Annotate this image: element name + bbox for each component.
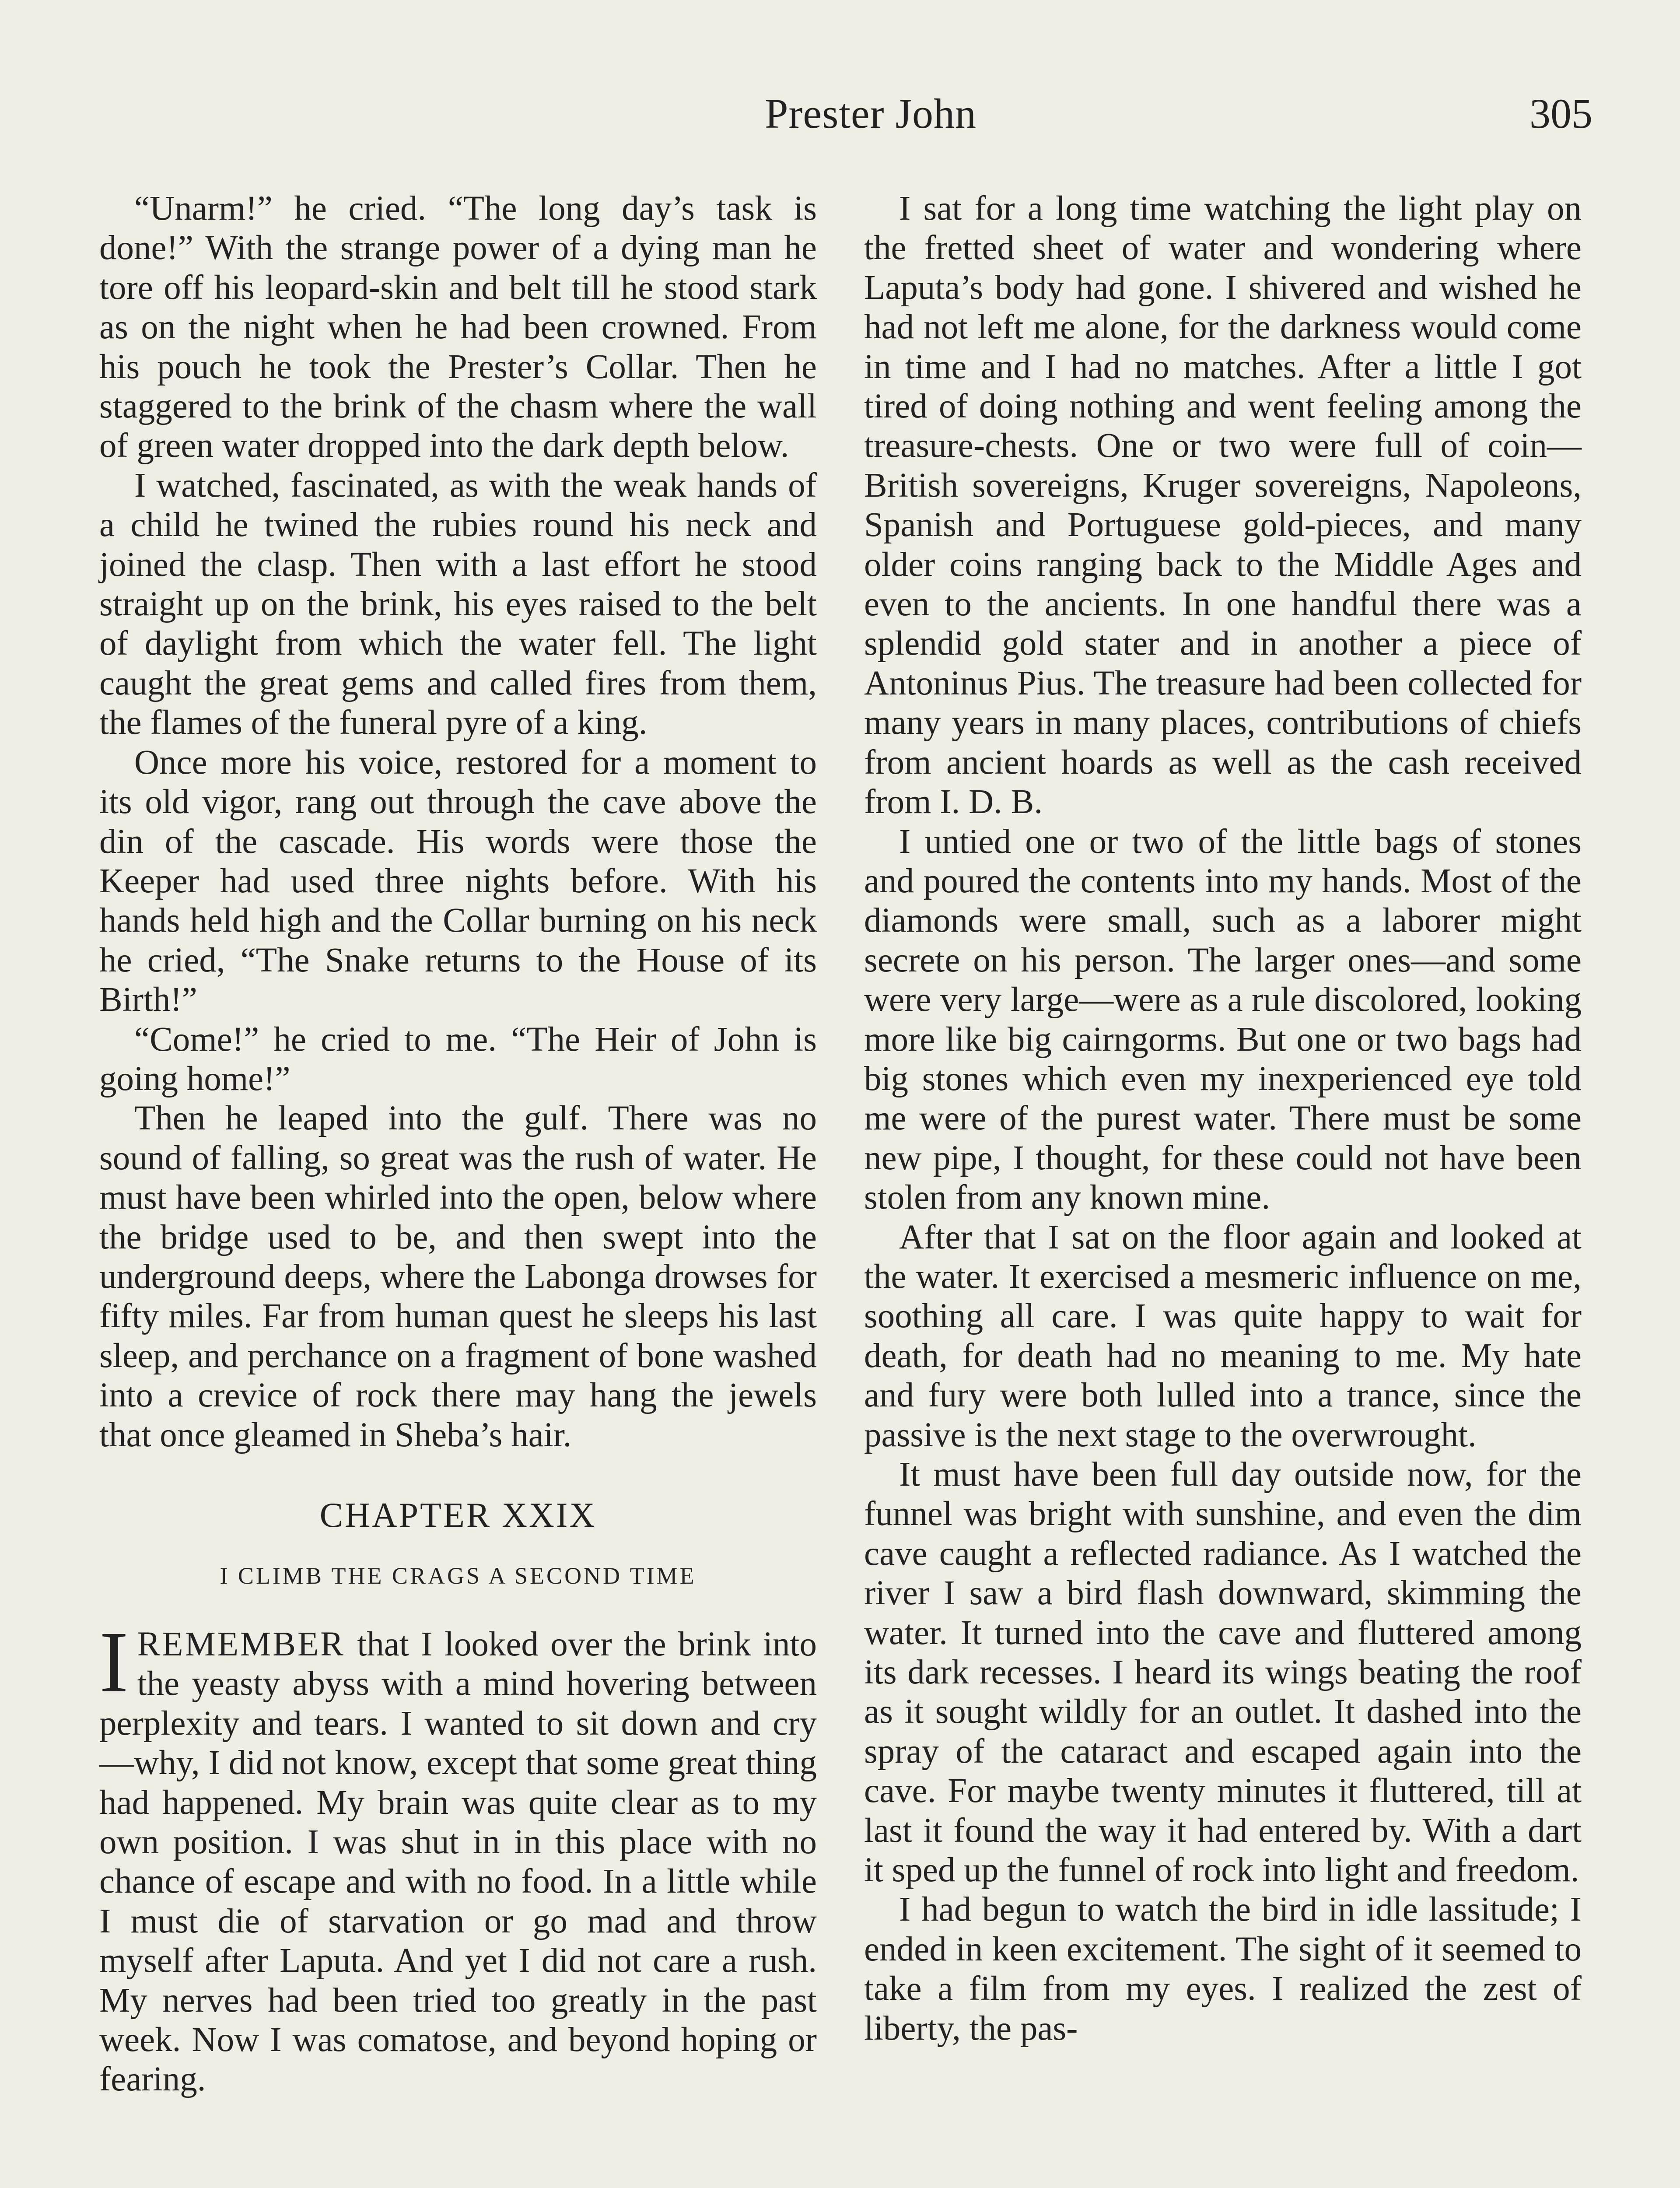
- right-column: [864, 189, 1582, 2048]
- paragraph: “Come!” he cried to me. “The Heir of John is going home!”: [99, 1020, 817, 1098]
- chapter-title: CHAPTER XXIX: [319, 1496, 597, 1535]
- paragraph: It must have been full day outside now, for the funnel was bright with sunshine, and even the dim cave caught a reflected radiance. As I watched the river I saw a bird flash downward, skimming the water. It turned into the cave and fluttered among its dark recesses. I heard its wings beating the roof as it sought wildly for an outlet. It dashed into the spray of the cataract and escaped again into the cave. For maybe twenty minutes it fluttered, till at last it found the way it had entered by. With a dart it sped up the funnel of rock into light and freedom.: [864, 1455, 1582, 1890]
- paragraph: Then he leaped into the gulf. There was no sound of falling, so great was the rush of water. He must have been whirled into the open, below where the bridge used to be, and then swept into the underground deeps, where the Labonga drowses for fifty miles. Far from human quest he sleeps his last sleep, and perchance on a fragment of bone washed into a crevice of rock there may hang the jewels that once gleamed in Sheba’s hair.: [99, 1099, 817, 1454]
- paragraph: I untied one or two of the little bags of stones and poured the contents into my hands. Most of the diamonds were small, such as a laborer might secrete on his person. The larger ones—and some were very large—were as a rule discolored, looking more like big cairngorms. But one or two bags had big stones which even my inexperienced eye told me were of the purest water. There must be some new pipe, I thought, for these could not have been stolen from any known mine.: [864, 822, 1582, 1217]
- paragraph: I had begun to watch the bird in idle lassitude; I ended in keen excitement. The sight of it seemed to take a film from my eyes. I realized the zest of liberty, the pas-: [864, 1890, 1582, 2048]
- page-number: 305: [1530, 90, 1592, 137]
- left-column: [99, 189, 817, 2100]
- opening-text: that I looked over the brink into the yeasty abyss with a mind hovering between perplexity and tears. I wanted to sit down and cry—why, I did not know, except that some great thing had happened. My brain was quite clear as to my own position. I was shut in in this place with no chance of escape and with no food. In a little while I must die of starvation or go mad and throw myself after Laputa. And yet I did not care a rush. My nerves had been tried too greatly in the past week. Now I was comatose, and beyond hoping or fearing.: [99, 1625, 817, 2099]
- paragraph: Once more his voice, restored for a moment to its old vigor, rang out through the cave above the din of the cascade. His words were those the Keeper had used three nights before. With his hands held high and the Collar burning on his neck he cried, “The Snake returns to the House of its Birth!”: [99, 743, 817, 1019]
- paragraph: After that I sat on the floor again and looked at the water. It exercised a mesmeric influence on me, soothing all care. I was quite happy to wait for death, for death had no meaning to me. My hate and fury were both lulled into a trance, since the passive is the next stage to the overwrought.: [864, 1218, 1582, 1454]
- paragraph: I watched, fascinated, as with the weak hands of a child he twined the rubies round his neck and joined the clasp. Then with a last effort he stood straight up on the brink, his eyes raised to the belt of daylight from which the water fell. The light caught the great gems and called fires from them, the flames of the funeral pyre of a king.: [99, 466, 817, 742]
- chapter-opening-paragraph: [99, 1614, 817, 2100]
- drop-cap: I: [99, 1614, 129, 1711]
- running-head: [0, 83, 1680, 144]
- running-title: Prester John: [765, 90, 976, 137]
- opening-first-word: REMEMBER: [137, 1625, 345, 1663]
- chapter-subtitle: I CLIMB THE CRAGS A SECOND TIME: [220, 1563, 696, 1589]
- paragraph: I sat for a long time watching the light play on the fretted sheet of water and wondering where Laputa’s body had gone. I shivered and wished he had not left me alone, for the darkness would come in time and I had no matches. After a little I got tired of doing nothing and went feeling among the treasure-chests. One or two were full of coin—British sovereigns, Kruger sovereigns, Napoleons, Spanish and Portuguese gold-pieces, and many older coins ranging back to the Middle Ages and even to the ancients. In one handful there was a splendid gold stater and in another a piece of Antoninus Pius. The treasure had been collected for many years in many places, contributions of chiefs from ancient hoards as well as the cash received from I. D. B.: [864, 189, 1582, 821]
- paragraph: “Unarm!” he cried. “The long day’s task is done!” With the strange power of a dying man he tore off his leopard-skin and belt till he stood stark as on the night when he had been crowned. From his pouch he took the Prester’s Collar. Then he staggered to the brink of the chasm where the wall of green water dropped into the dark depth below.: [99, 189, 817, 465]
